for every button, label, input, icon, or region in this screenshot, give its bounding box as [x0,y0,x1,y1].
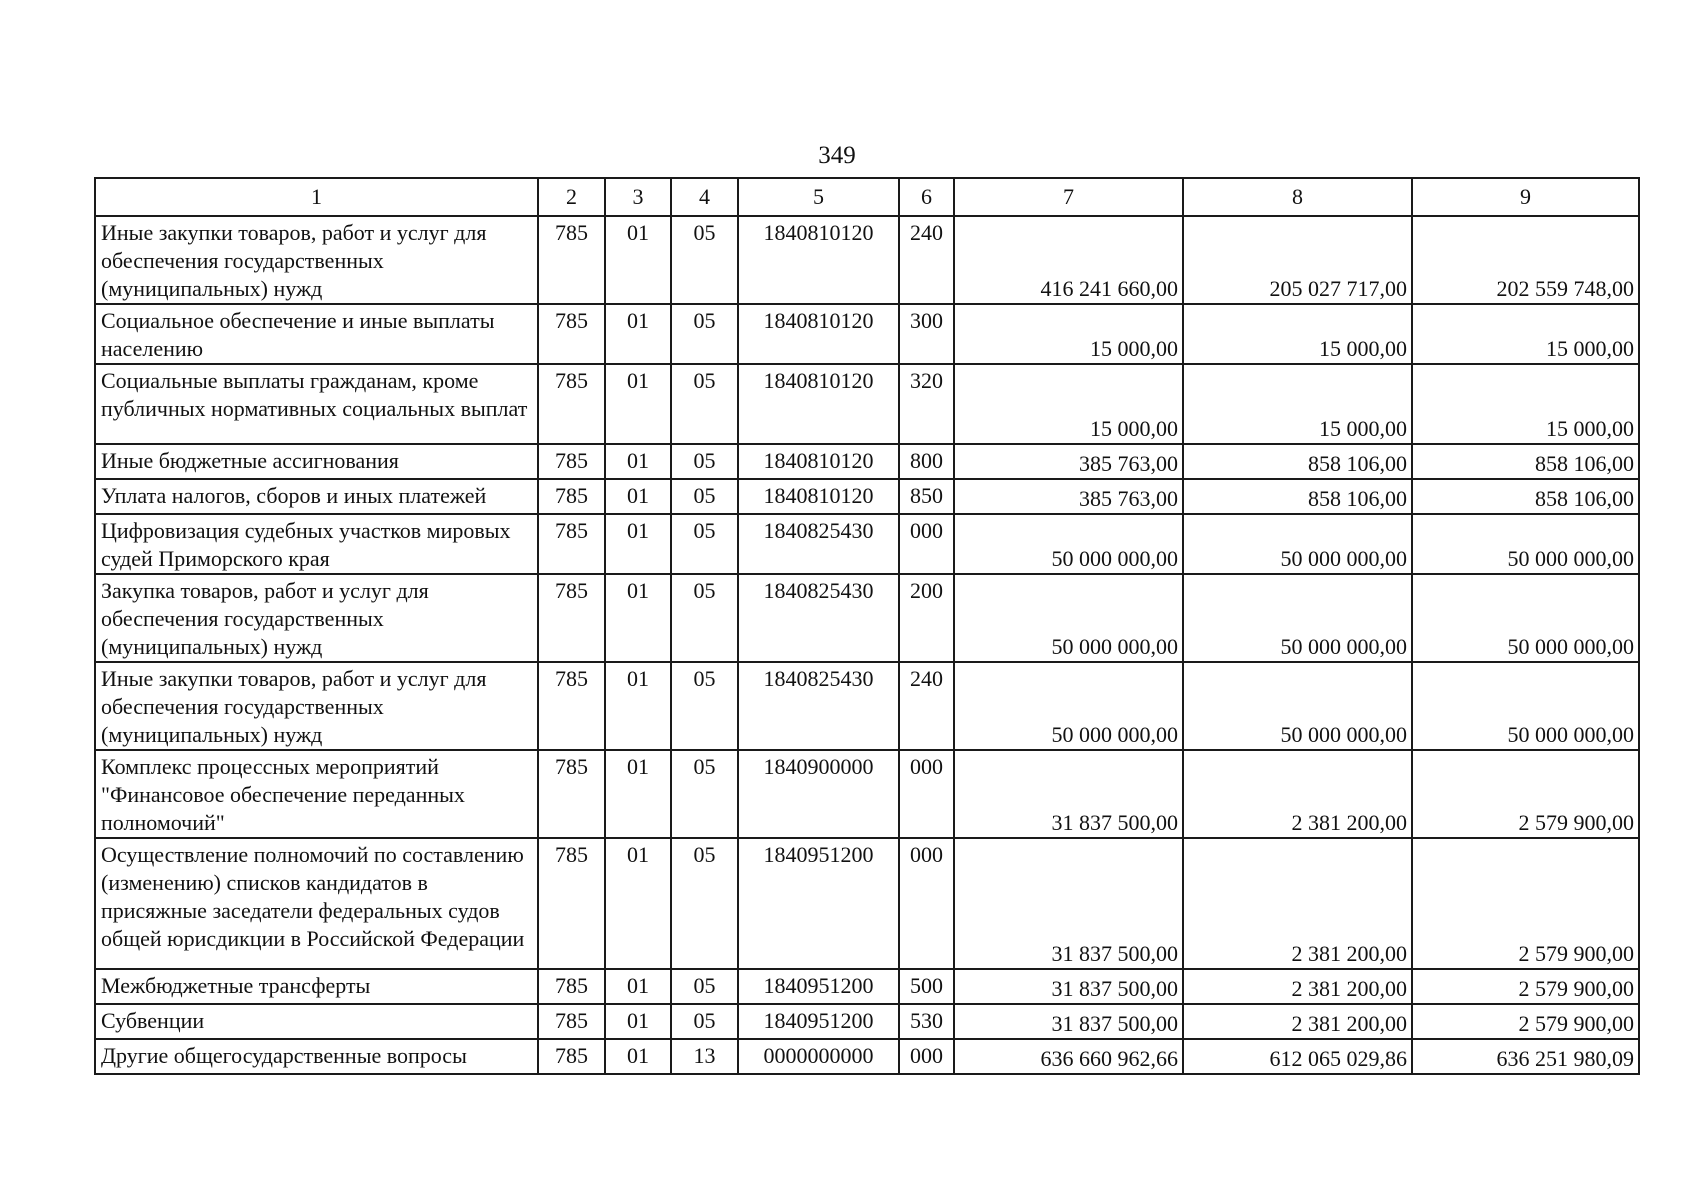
amount-cell-col7: 50 000 000,00 [954,514,1183,574]
code-cell-col6: 320 [899,364,954,444]
amount-cell-col7: 385 763,00 [954,444,1183,479]
row-name-cell [95,969,538,1004]
amount-cell-col9: 15 000,00 [1412,304,1639,364]
code-cell-col3: 01 [605,662,671,750]
amount-cell-col7: 50 000 000,00 [954,662,1183,750]
row-name: Цифровизация судебных участков мировых судей Приморского края [101,518,511,571]
row-name: Межбюджетные трансферты [101,973,371,998]
code-cell-col6: 300 [899,304,954,364]
code-cell-col3: 01 [605,1039,671,1074]
column-header: 2 [538,178,605,216]
row-name-cell [95,838,538,969]
amount-cell-col9: 50 000 000,00 [1412,662,1639,750]
amount-cell-col7: 31 837 500,00 [954,1004,1183,1039]
row-name-cell [95,750,538,838]
budget-table [94,177,1640,1075]
code-cell-col6: 800 [899,444,954,479]
code-cell-col4: 05 [671,574,738,662]
amount-cell-col8: 15 000,00 [1183,304,1412,364]
amount-cell-col7: 15 000,00 [954,364,1183,444]
table-row [95,838,1639,969]
column-header: 7 [954,178,1183,216]
row-name-cell [95,444,538,479]
column-header: 1 [95,178,538,216]
amount-cell-col8: 50 000 000,00 [1183,662,1412,750]
code-cell-col4: 05 [671,514,738,574]
table-row [95,364,1639,444]
amount-cell-col7: 416 241 660,00 [954,216,1183,304]
table-row [95,216,1639,304]
row-name: Иные закупки товаров, работ и услуг для обеспечения государственных (муниципальных) нужд [101,220,487,301]
column-header: 6 [899,178,954,216]
code-cell-col2: 785 [538,304,605,364]
code-cell-col5: 1840825430 [738,662,899,750]
row-name-cell [95,304,538,364]
code-cell-col5: 1840810120 [738,216,899,304]
amount-cell-col9: 15 000,00 [1412,364,1639,444]
code-cell-col3: 01 [605,574,671,662]
code-cell-col3: 01 [605,479,671,514]
code-cell-col2: 785 [538,514,605,574]
amount-cell-col8: 2 381 200,00 [1183,1004,1412,1039]
amount-cell-col8: 50 000 000,00 [1183,574,1412,662]
row-name-cell [95,1004,538,1039]
table-row [95,969,1639,1004]
amount-cell-col7: 31 837 500,00 [954,750,1183,838]
header-row [95,178,1639,216]
code-cell-col5: 1840810120 [738,304,899,364]
code-cell-col2: 785 [538,364,605,444]
row-name: Комплекс процессных мероприятий "Финансовое обеспечение переданных полномочий" [101,754,465,835]
code-cell-col5: 1840825430 [738,514,899,574]
code-cell-col3: 01 [605,514,671,574]
row-name: Субвенции [101,1008,205,1033]
table-body [95,178,1639,1074]
table-row [95,304,1639,364]
code-cell-col2: 785 [538,1004,605,1039]
amount-cell-col8: 2 381 200,00 [1183,750,1412,838]
amount-cell-col7: 636 660 962,66 [954,1039,1183,1074]
row-name: Иные закупки товаров, работ и услуг для обеспечения государственных (муниципальных) нужд [101,666,487,747]
code-cell-col2: 785 [538,216,605,304]
code-cell-col4: 05 [671,304,738,364]
code-cell-col2: 785 [538,838,605,969]
table-row [95,1039,1639,1074]
row-name: Иные бюджетные ассигнования [101,448,399,473]
code-cell-col3: 01 [605,444,671,479]
amount-cell-col9: 50 000 000,00 [1412,514,1639,574]
table-row [95,750,1639,838]
row-name-cell [95,1039,538,1074]
amount-cell-col8: 858 106,00 [1183,444,1412,479]
amount-cell-col9: 202 559 748,00 [1412,216,1639,304]
code-cell-col2: 785 [538,444,605,479]
code-cell-col2: 785 [538,574,605,662]
code-cell-col6: 000 [899,1039,954,1074]
code-cell-col6: 500 [899,969,954,1004]
code-cell-col5: 1840810120 [738,364,899,444]
amount-cell-col8: 858 106,00 [1183,479,1412,514]
amount-cell-col8: 2 381 200,00 [1183,969,1412,1004]
code-cell-col6: 000 [899,750,954,838]
amount-cell-col9: 2 579 900,00 [1412,838,1639,969]
row-name: Другие общегосударственные вопросы [101,1043,467,1068]
row-name: Социальные выплаты гражданам, кроме публичных нормативных социальных выплат [101,368,528,421]
amount-cell-col9: 858 106,00 [1412,479,1639,514]
code-cell-col6: 240 [899,662,954,750]
code-cell-col3: 01 [605,364,671,444]
row-name-cell [95,479,538,514]
amount-cell-col9: 2 579 900,00 [1412,750,1639,838]
amount-cell-col9: 50 000 000,00 [1412,574,1639,662]
row-name: Социальное обеспечение и иные выплаты населению [101,308,495,361]
code-cell-col3: 01 [605,1004,671,1039]
amount-cell-col7: 31 837 500,00 [954,838,1183,969]
table-row [95,574,1639,662]
code-cell-col2: 785 [538,479,605,514]
code-cell-col6: 850 [899,479,954,514]
amount-cell-col8: 50 000 000,00 [1183,514,1412,574]
table-row [95,662,1639,750]
column-header: 5 [738,178,899,216]
code-cell-col6: 200 [899,574,954,662]
code-cell-col2: 785 [538,969,605,1004]
code-cell-col5: 1840951200 [738,838,899,969]
code-cell-col4: 13 [671,1039,738,1074]
column-header: 3 [605,178,671,216]
amount-cell-col8: 205 027 717,00 [1183,216,1412,304]
amount-cell-col9: 2 579 900,00 [1412,969,1639,1004]
row-name-cell [95,514,538,574]
amount-cell-col7: 15 000,00 [954,304,1183,364]
row-name-cell [95,662,538,750]
amount-cell-col7: 50 000 000,00 [954,574,1183,662]
code-cell-col6: 240 [899,216,954,304]
code-cell-col4: 05 [671,969,738,1004]
amount-cell-col8: 612 065 029,86 [1183,1039,1412,1074]
row-name: Уплата налогов, сборов и иных платежей [101,483,487,508]
code-cell-col4: 05 [671,216,738,304]
table-row [95,1004,1639,1039]
code-cell-col4: 05 [671,838,738,969]
column-header: 8 [1183,178,1412,216]
code-cell-col5: 1840951200 [738,1004,899,1039]
code-cell-col4: 05 [671,364,738,444]
row-name-cell [95,574,538,662]
amount-cell-col8: 2 381 200,00 [1183,838,1412,969]
code-cell-col3: 01 [605,750,671,838]
amount-cell-col7: 385 763,00 [954,479,1183,514]
row-name-cell [95,216,538,304]
code-cell-col2: 785 [538,750,605,838]
amount-cell-col9: 636 251 980,09 [1412,1039,1639,1074]
code-cell-col2: 785 [538,1039,605,1074]
code-cell-col5: 1840825430 [738,574,899,662]
code-cell-col6: 000 [899,838,954,969]
code-cell-col3: 01 [605,838,671,969]
column-header: 4 [671,178,738,216]
code-cell-col4: 05 [671,1004,738,1039]
code-cell-col5: 1840810120 [738,479,899,514]
row-name: Осуществление полномочий по составлению (изменению) списков кандидатов в присяжные заседатели федеральных судов общей юрисдикции в Российской Федерации [101,842,525,951]
amount-cell-col9: 858 106,00 [1412,444,1639,479]
amount-cell-col7: 31 837 500,00 [954,969,1183,1004]
page-number: 349 [818,142,856,169]
code-cell-col5: 1840951200 [738,969,899,1004]
table-row [95,514,1639,574]
row-name-cell [95,364,538,444]
code-cell-col3: 01 [605,216,671,304]
code-cell-col3: 01 [605,304,671,364]
code-cell-col5: 0000000000 [738,1039,899,1074]
code-cell-col6: 000 [899,514,954,574]
code-cell-col6: 530 [899,1004,954,1039]
code-cell-col3: 01 [605,969,671,1004]
code-cell-col4: 05 [671,444,738,479]
code-cell-col5: 1840900000 [738,750,899,838]
code-cell-col4: 05 [671,750,738,838]
amount-cell-col9: 2 579 900,00 [1412,1004,1639,1039]
row-name: Закупка товаров, работ и услуг для обеспечения государственных (муниципальных) нужд [101,578,429,659]
code-cell-col4: 05 [671,479,738,514]
code-cell-col5: 1840810120 [738,444,899,479]
code-cell-col2: 785 [538,662,605,750]
table-row [95,444,1639,479]
table-row [95,479,1639,514]
code-cell-col4: 05 [671,662,738,750]
column-header: 9 [1412,178,1639,216]
amount-cell-col8: 15 000,00 [1183,364,1412,444]
